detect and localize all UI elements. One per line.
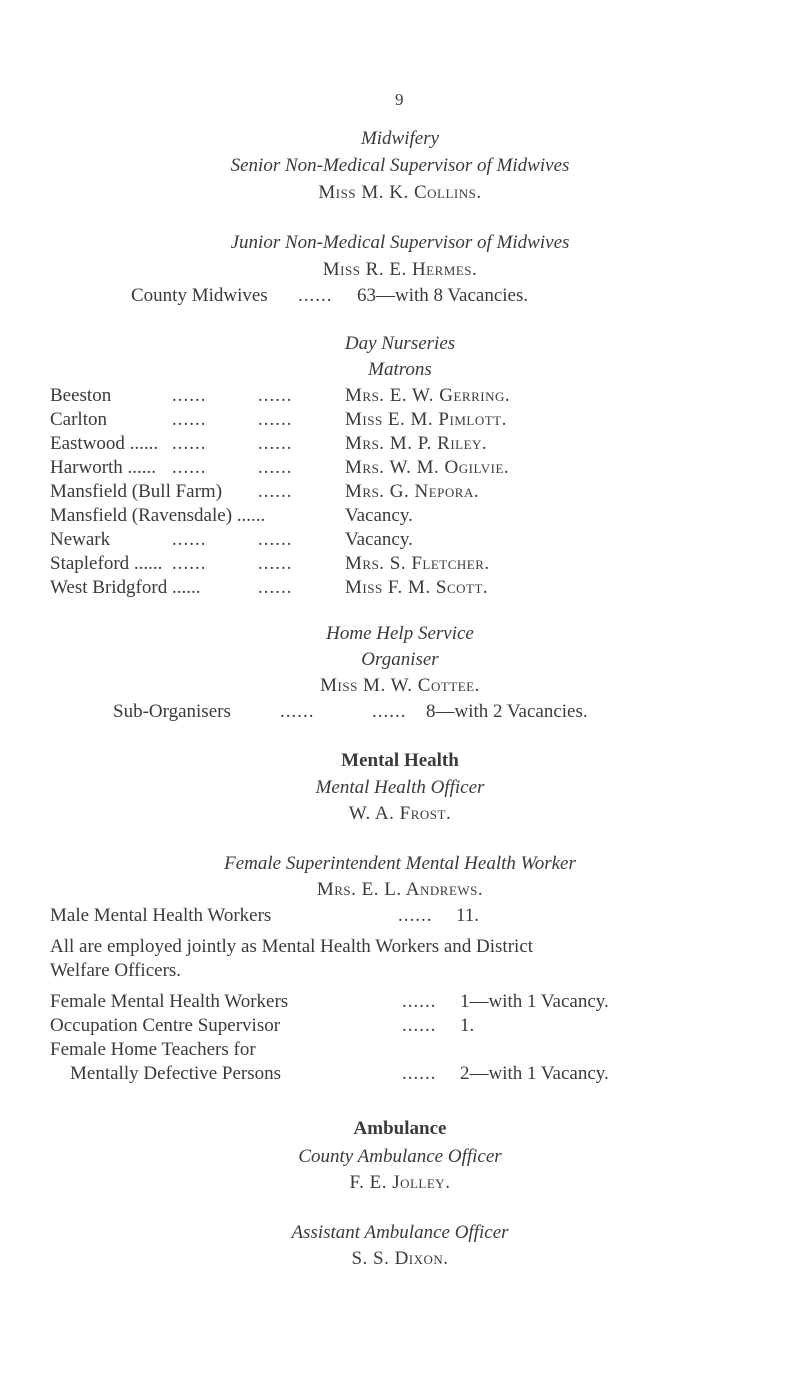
nursery-place: Newark	[50, 529, 111, 550]
junior-supervisor-name: Miss R. E. Hermes.	[322, 259, 478, 280]
organiser-name: Miss M. W. Cottee.	[320, 675, 480, 696]
nursery-dots: ......	[258, 385, 293, 406]
county-midwives-label: County Midwives	[131, 285, 268, 306]
page-number: 9	[395, 90, 404, 109]
nursery-row	[0, 385, 800, 409]
nursery-matron: Vacancy.	[345, 505, 413, 526]
midwifery-heading: Midwifery	[360, 128, 440, 149]
occupation-centre-dots: ......	[402, 1015, 437, 1036]
sub-organisers-value: 8—with 2 Vacancies.	[426, 701, 588, 722]
female-superintendent-name: Mrs. E. L. Andrews.	[316, 879, 484, 900]
male-workers-label: Male Mental Health Workers	[50, 905, 272, 926]
nursery-dots: ......	[258, 457, 293, 478]
nursery-matron: Mrs. E. W. Gerring.	[345, 385, 511, 406]
joint-employment-note: All are employed jointly as Mental Health Workers and District	[50, 936, 534, 957]
home-teachers-label-cont: Mentally Defective Persons	[70, 1063, 282, 1084]
nursery-dots: ......	[172, 433, 207, 454]
nursery-place: Eastwood ......	[50, 433, 159, 454]
county-midwives-dots: ......	[298, 285, 333, 306]
mental-health-officer-title: Mental Health Officer	[315, 777, 485, 798]
senior-supervisor-name: Miss M. K. Collins.	[318, 182, 482, 203]
nursery-dots: ......	[258, 529, 293, 550]
nursery-place: Mansfield (Bull Farm)	[50, 481, 223, 502]
nursery-row	[0, 433, 800, 457]
home-teachers-label: Female Home Teachers for	[50, 1039, 256, 1060]
nursery-dots: ......	[172, 529, 207, 550]
assistant-ambulance-officer-name: S. S. Dixon.	[351, 1248, 449, 1269]
home-teachers-value: 2—with 1 Vacancy.	[460, 1063, 609, 1084]
nursery-dots: ......	[258, 553, 293, 574]
county-ambulance-officer-title: County Ambulance Officer	[298, 1146, 502, 1167]
nursery-matron: Miss E. M. Pimlott.	[345, 409, 507, 430]
nursery-row	[0, 409, 800, 433]
nursery-place: Stapleford ......	[50, 553, 163, 574]
nursery-dots: ......	[258, 481, 293, 502]
nursery-row	[0, 481, 800, 505]
occupation-centre-value: 1.	[460, 1015, 475, 1036]
nursery-row	[0, 457, 800, 481]
home-teachers-dots: ......	[402, 1063, 437, 1084]
nursery-place: Beeston	[50, 385, 112, 406]
mental-health-officer-name: W. A. Frost.	[348, 803, 452, 824]
nursery-matron: Mrs. S. Fletcher.	[345, 553, 490, 574]
male-workers-dots: ......	[398, 905, 433, 926]
nursery-row	[0, 553, 800, 577]
nursery-place: West Bridgford ......	[50, 577, 201, 598]
nursery-dots: ......	[172, 409, 207, 430]
nursery-matron: Mrs. W. M. Ogilvie.	[345, 457, 510, 478]
senior-supervisor-title: Senior Non-Medical Supervisor of Midwives	[230, 155, 570, 176]
nursery-place: Mansfield (Ravensdale) ......	[50, 505, 266, 526]
county-ambulance-officer-name: F. E. Jolley.	[349, 1172, 451, 1193]
female-workers-label: Female Mental Health Workers	[50, 991, 289, 1012]
nursery-dots: ......	[172, 553, 207, 574]
home-help-heading: Home Help Service	[326, 623, 474, 644]
day-nurseries-heading: Day Nurseries	[344, 333, 456, 354]
mental-health-heading: Mental Health	[341, 750, 459, 771]
female-workers-dots: ......	[402, 991, 437, 1012]
female-workers-value: 1—with 1 Vacancy.	[460, 991, 609, 1012]
matrons-subheading: Matrons	[368, 359, 432, 380]
nursery-row	[0, 577, 800, 601]
nursery-dots: ......	[258, 577, 293, 598]
nursery-matron: Mrs. G. Nepora.	[345, 481, 480, 502]
nursery-dots: ......	[172, 457, 207, 478]
county-midwives-value: 63—with 8 Vacancies.	[357, 285, 529, 306]
junior-supervisor-title: Junior Non-Medical Supervisor of Midwives	[230, 232, 570, 253]
nursery-matron: Mrs. M. P. Riley.	[345, 433, 488, 454]
male-workers-value: 11.	[456, 905, 480, 926]
nursery-row	[0, 529, 800, 553]
sub-organisers-dots: ...... ......	[280, 701, 407, 722]
nursery-dots: ......	[258, 409, 293, 430]
nursery-place: Harworth ......	[50, 457, 157, 478]
nursery-matron: Miss F. M. Scott.	[345, 577, 489, 598]
female-superintendent-title: Female Superintendent Mental Health Worker	[224, 853, 576, 874]
organiser-subheading: Organiser	[361, 649, 439, 670]
occupation-centre-label: Occupation Centre Supervisor	[50, 1015, 281, 1036]
nursery-dots: ......	[172, 385, 207, 406]
joint-employment-note-cont: Welfare Officers.	[50, 960, 182, 981]
ambulance-heading: Ambulance	[353, 1118, 447, 1139]
nursery-matron: Vacancy.	[345, 529, 413, 550]
nursery-place: Carlton	[50, 409, 107, 430]
sub-organisers-label: Sub-Organisers	[113, 701, 231, 722]
nursery-row	[0, 505, 800, 529]
nursery-dots: ......	[258, 433, 293, 454]
assistant-ambulance-officer-title: Assistant Ambulance Officer	[291, 1222, 509, 1243]
